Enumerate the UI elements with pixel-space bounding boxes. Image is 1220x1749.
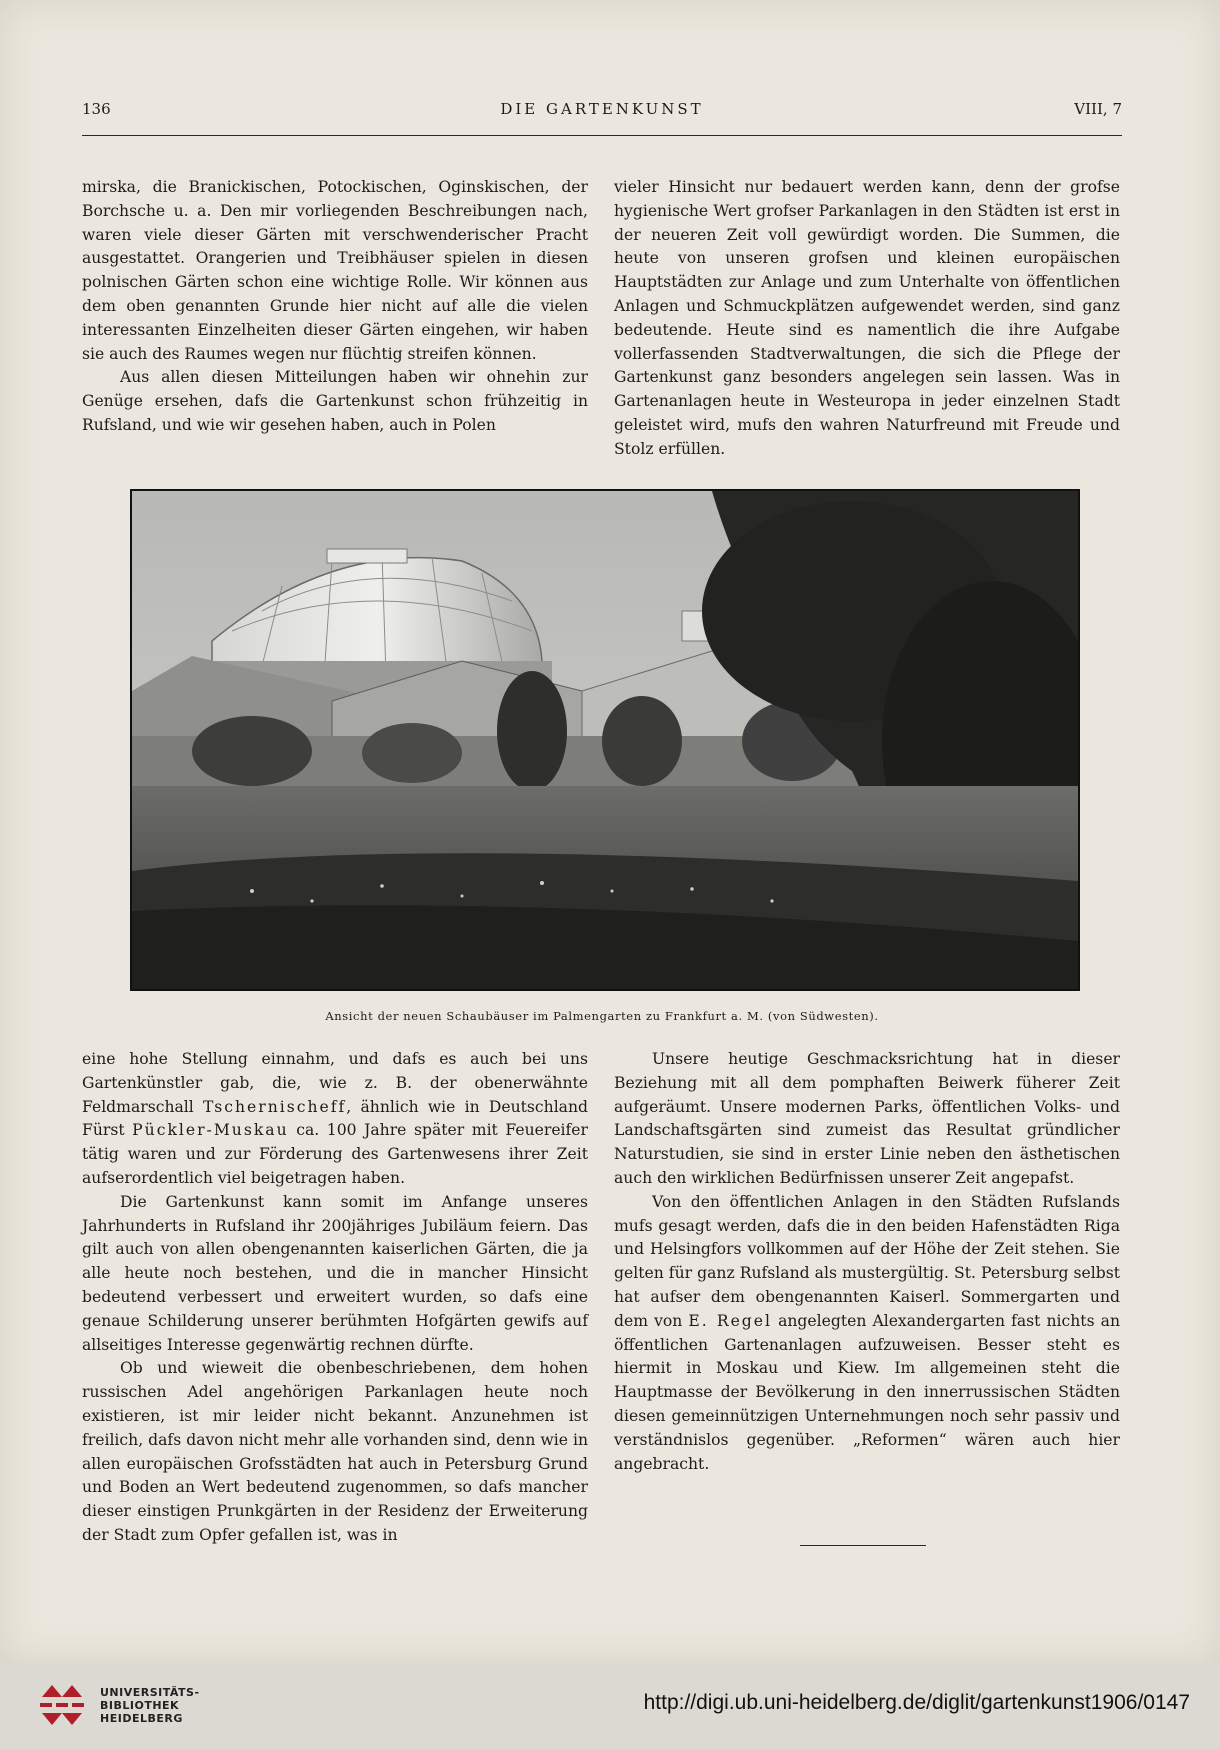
page-number: 136 <box>82 100 111 118</box>
greenhouse-photograph <box>130 489 1080 991</box>
paragraph: vieler Hinsicht nur bedauert werden kann, denn der grofse hygienische Wert grofser Parkanlagen in den Städten ist erst in der neueren Zeit voll gewürdigt worden. Die Summen, die heute von unseren grofsen und kleinen europäischen Hauptstädten zur Anlage und zum Unterhalte von öffentlichen Anlagen und Schmuckplätzen aufgewendet werden, sind ganz bedeutende. Heute sind es namentlich die ihre Aufgabe vollerfassenden Stadtverwaltungen, die sich die Pflege der Gartenkunst ganz besonders angelegen sein lassen. Was in Gartenanlagen heute in Westeuropa in jeder einzelnen Stadt geleistet wird, mufs den wahren Naturfreund mit Freude und Stolz erfüllen. <box>614 178 1120 458</box>
digitization-footer <box>0 1663 1220 1749</box>
top-left-column <box>82 176 588 438</box>
paragraph: Unsere heutige Geschmacksrichtung hat in dieser Beziehung mit all dem pomphaften Beiwerk füherer Zeit aufgeräumt. Unsere modernen Parks, öffentlichen Volks- und Landschaftsgärten sind zumeist das Resultat gründlicher Naturstudien, sie sind in erster Linie neben den ästhetischen auch den wirklichen Bedürfnissen unserer Zeit angepafst. <box>614 1050 1120 1187</box>
person-name: Pückler-Muskau <box>132 1121 289 1140</box>
library-line: UNIVERSITÄTS- <box>100 1686 200 1699</box>
top-right-column <box>614 176 1120 462</box>
text-run: Von den öffentlichen Anlagen in den Städten Rufslands mufs gesagt werden, dafs die in den beiden Hafenstädten Riga und Helsingfors vollkommen auf der Höhe der Zeit stehen. Sie gelten für ganz Rufsland als mustergültig. St. Petersburg selbst hat aufser dem obengenannten Kaiserl. Sommergarten und dem von <box>614 1192 1120 1330</box>
text-run: ca. 100 Jahre später mit Feuereifer tätig waren und zur Förderung des Gartenwesens ihrer Zeit aufserordentlich viel beigetragen haben. <box>82 1121 588 1187</box>
paragraph: Ob und wieweit die obenbeschriebenen, dem hohen russischen Adel angehörigen Parkanlagen heute noch existieren, ist mir leider nicht bekannt. Anzunehmen ist freilich, dafs davon nicht mehr alle vorhanden sind, denn wie in allen europäischen Grofsstädten hat auch in Petersburg Grund und Boden an Wert bedeutend zugenommen, so dafs mancher dieser einstigen Prunkgärten in der Residenz der Erweiterung der Stadt zum Opfer gefallen ist, was in <box>82 1359 588 1544</box>
text-run: , ähnlich wie in Deutschland Fürst <box>82 1097 588 1140</box>
photo-caption: Ansicht der neuen Schaubäuser im Palmengarten zu Frankfurt a. M. (von Südwesten). <box>325 1009 879 1023</box>
running-header <box>82 100 1122 124</box>
volume-number: VIII, 7 <box>1074 100 1122 118</box>
paragraph <box>614 1191 1120 1477</box>
library-line: HEIDELBERG <box>100 1712 183 1725</box>
end-rule <box>800 1545 926 1546</box>
paragraph: Aus allen diesen Mitteilungen haben wir ohnehin zur Genüge ersehen, dafs die Gartenkunst schon frühzeitig in Rufsland, und wie wir gesehen haben, auch in Polen <box>82 368 588 434</box>
header-rule <box>82 135 1122 136</box>
journal-title: DIE GARTENKUNST <box>500 100 704 118</box>
paragraph: mirska, die Branickischen, Potockischen, Oginskischen, der Borchsche u. a. Den mir vorliegenden Beschreibungen nach, waren viele dieser Gärten mit verschwenderischer Pracht ausgestattet. Orangerien und Treibhäuser spielen in diesen polnischen Gärten schon eine wichtige Rolle. Wir können aus dem oben genannten Grunde hier nicht auf alle die vielen interessanten Einzelheiten dieser Gärten eingehen, wir haben sie auch des Raumes wegen nur flüchtig streifen können. <box>82 178 588 363</box>
paragraph <box>82 1048 588 1191</box>
bottom-left-column <box>82 1048 588 1548</box>
person-name: E. Regel <box>688 1311 772 1330</box>
library-name <box>100 1686 200 1725</box>
university-library-logo-icon <box>36 1677 92 1733</box>
text-run: eine hohe Stellung einnahm, und dafs es auch bei uns Gartenkünstler gab, die, wie z. B. der obenerwähnte Feldmarschall <box>82 1050 588 1116</box>
paragraph: Die Gartenkunst kann somit im Anfange unseres Jahrhunderts in Rufsland ihr 200jähriges Jubiläum feiern. Das gilt auch von allen obengenannten kaiserlichen Gärten, die ja alle heute noch bestehen, und die in mancher Hinsicht bedeutend verbessert und erweitert wurden, so dafs eine genaue Schilderung unserer berühmten Hofgärten gewifs auf allseitiges Interesse gegenwärtig rechnen dürfte. <box>82 1192 588 1354</box>
photo-illustration <box>132 491 1078 989</box>
text-run: angelegten Alexandergarten fast nichts an öffentlichen Gartenanlagen aufzuweisen. Besser steht es hiermit in Moskau und Kiew. Im allgemeinen steht die Hauptmasse der Bevölkerung in den innerrussischen Städten diesen gemeinnützigen Unternehmungen noch sehr passiv und verständnislos gegenüber. „Reformen“ wären auch hier angebracht. <box>614 1311 1120 1473</box>
permalink-url[interactable]: http://digi.ub.uni-heidelberg.de/diglit/gartenkunst1906/0147 <box>643 1691 1190 1714</box>
bottom-right-column <box>614 1048 1120 1476</box>
person-name: Tschernischeff <box>202 1097 347 1116</box>
library-line: BIBLIOTHEK <box>100 1699 180 1712</box>
